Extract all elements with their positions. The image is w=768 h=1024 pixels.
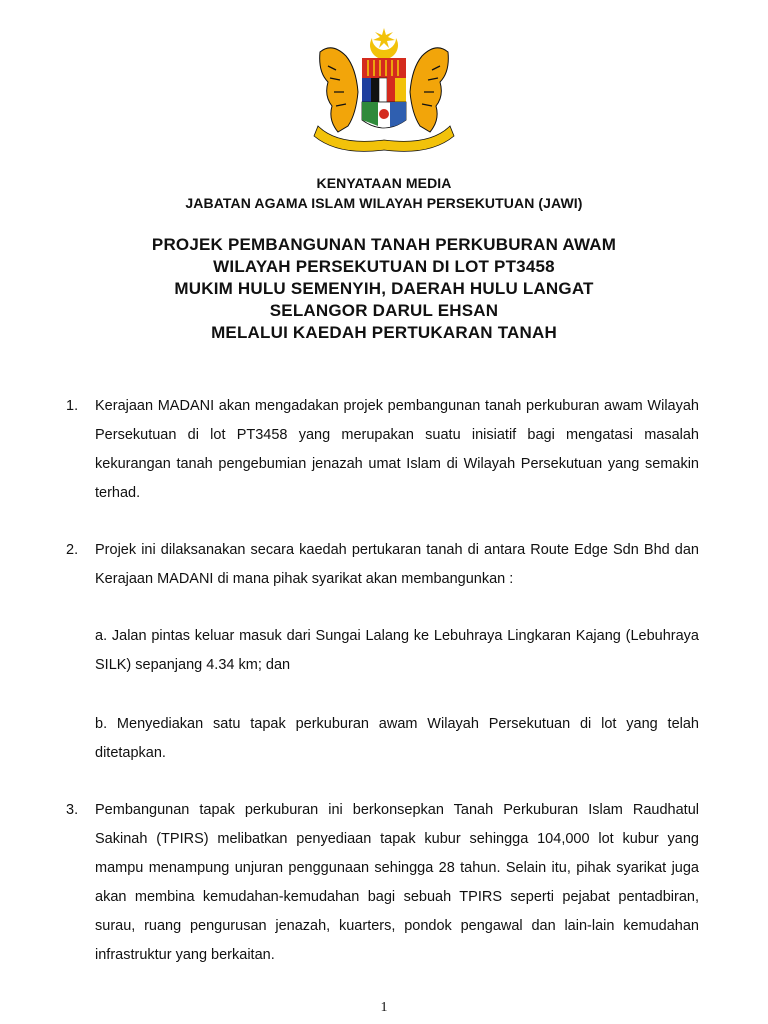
paragraph-2: Projek ini dilaksanakan secara kaedah pertukaran tanah di antara Route Edge Sdn Bhd dan Kerajaan MADANI di mana pihak syarikat akan membangunkan : bbox=[95, 542, 699, 587]
paragraph-1: Kerajaan MADANI akan mengadakan projek pembangunan tanah perkuburan awam Wilayah Persekutuan di lot PT3458 yang merupakan suatu inisiatif bagi mengatasi masalah kekurangan tanah pengebumian jenazah umat Islam di Wilayah Persekutuan yang semakin terhad. bbox=[95, 398, 699, 501]
paragraph-3: Pembangunan tapak perkuburan ini berkonsepkan Tanah Perkuburan Islam Raudhatul Sakinah (TPIRS) melibatkan penyediaan tapak kubur sehingga 104,000 lot kubur yang mampu menampung unjuran penggunaan sehingga 28 tahun. Selain itu, pihak syarikat juga akan membina kemudahan-kemudahan bagi sebuah TPIRS seperti pejabat pentadbiran, surau, ruang pengurusan jenazah, kuarters, pondok pengawal dan lain-lain kemudahan infrastruktur yang berkaitan. bbox=[95, 802, 699, 963]
document-title bbox=[0, 234, 768, 344]
title-line-2: WILAYAH PERSEKUTUAN DI LOT PT3458 bbox=[213, 257, 555, 276]
title-line-4: SELANGOR DARUL EHSAN bbox=[269, 301, 499, 320]
media-statement-label: KENYATAAN MEDIA bbox=[316, 175, 452, 191]
title-line-3: MUKIM HULU SEMENYIH, DAERAH HULU LANGAT bbox=[174, 279, 594, 298]
paragraph-3-number: 3. bbox=[66, 802, 79, 818]
page-number: 1 bbox=[380, 1000, 388, 1015]
title-line-5: MELALUI KAEDAH PERTUKARAN TANAH bbox=[211, 323, 557, 342]
paragraph-1-number: 1. bbox=[66, 398, 79, 414]
department-name: JABATAN AGAMA ISLAM WILAYAH PERSEKUTUAN (JAWI) bbox=[185, 195, 583, 211]
coat-of-arms-icon bbox=[298, 22, 470, 156]
paragraph-2a: a. Jalan pintas keluar masuk dari Sungai Lalang ke Lebuhraya Lingkaran Kajang (Lebuhraya SILK) sepanjang 4.34 km; dan bbox=[95, 628, 699, 673]
paragraph-2b: b. Menyediakan satu tapak perkuburan awam Wilayah Persekutuan di lot yang telah ditetapkan. bbox=[95, 716, 699, 761]
title-line-1: PROJEK PEMBANGUNAN TANAH PERKUBURAN AWAM bbox=[151, 235, 617, 254]
paragraph-2-number: 2. bbox=[66, 542, 79, 558]
